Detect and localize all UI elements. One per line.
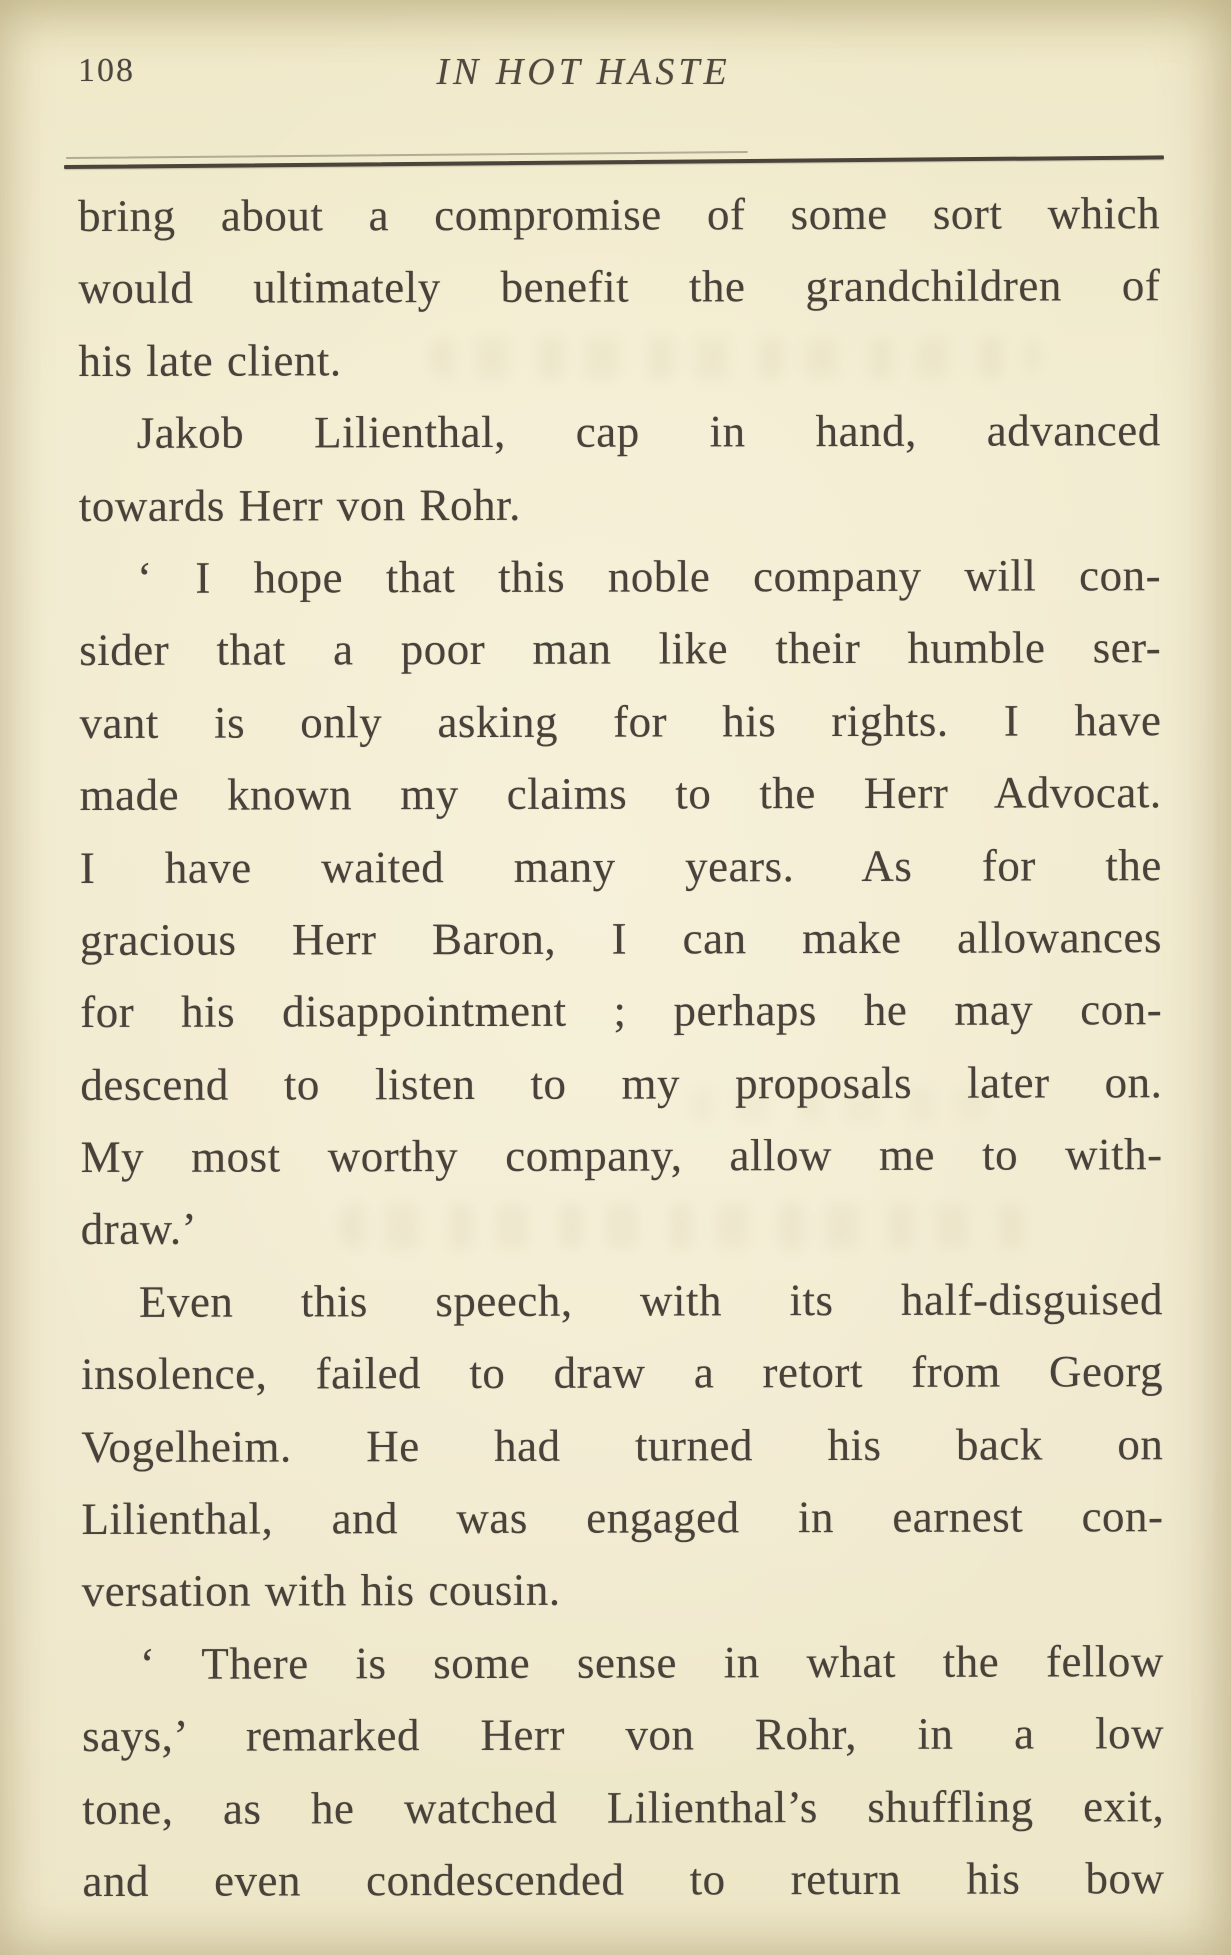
text-line: Even this speech, with its half-disguised	[138, 1274, 1163, 1327]
text-line: made known my claims to the Herr Advocat.	[79, 767, 1162, 821]
text-line: gracious Herr Baron, I can make allowances	[79, 912, 1163, 965]
text-line: ‘ I hope that this noble company will con-	[136, 550, 1162, 603]
text-line: says,’ remarked Herr von Rohr, in a low	[82, 1708, 1165, 1762]
text-line: draw.’	[80, 1204, 198, 1255]
page-number: 108	[78, 52, 135, 89]
text-line: bring about a compromise of some sort which	[78, 188, 1161, 241]
text-line: I have waited many years. As for the	[79, 839, 1162, 893]
text-line: would ultimately benefit the grandchildren of	[78, 260, 1161, 314]
text-line: Lilienthal, and was engaged in earnest con-	[81, 1491, 1164, 1545]
text-line: Vogelheim. He had turned his back on	[81, 1418, 1164, 1472]
text-line: versation with his cousin.	[81, 1565, 561, 1617]
text-line: for his disappointment ; perhaps he may con-	[80, 984, 1163, 1038]
running-header-title: IN HOT HASTE	[436, 51, 731, 93]
header-rule	[64, 155, 1164, 169]
text-line: his late client.	[78, 335, 342, 386]
text-line: ‘ There is some sense in what the fellow	[139, 1635, 1164, 1689]
text-line: Jakob Lilienthal, cap in hand, advanced	[136, 405, 1161, 459]
body-text	[78, 177, 1165, 1917]
text-line: towards Herr von Rohr.	[78, 479, 521, 531]
text-line: sider that a poor man like their humble ser-	[79, 622, 1162, 676]
text-line: insolence, failed to draw a retort from Georg	[81, 1346, 1164, 1400]
text-line: and even condescended to return his bow	[82, 1853, 1165, 1906]
text-line: vant is only asking for his rights. I have	[79, 694, 1162, 748]
text-line: My most worthy company, allow me to with-	[80, 1129, 1163, 1183]
text-line: descend to listen to my proposals later on.	[80, 1056, 1163, 1110]
text-line: tone, as he watched Lilienthal’s shuffling exit,	[82, 1780, 1165, 1834]
